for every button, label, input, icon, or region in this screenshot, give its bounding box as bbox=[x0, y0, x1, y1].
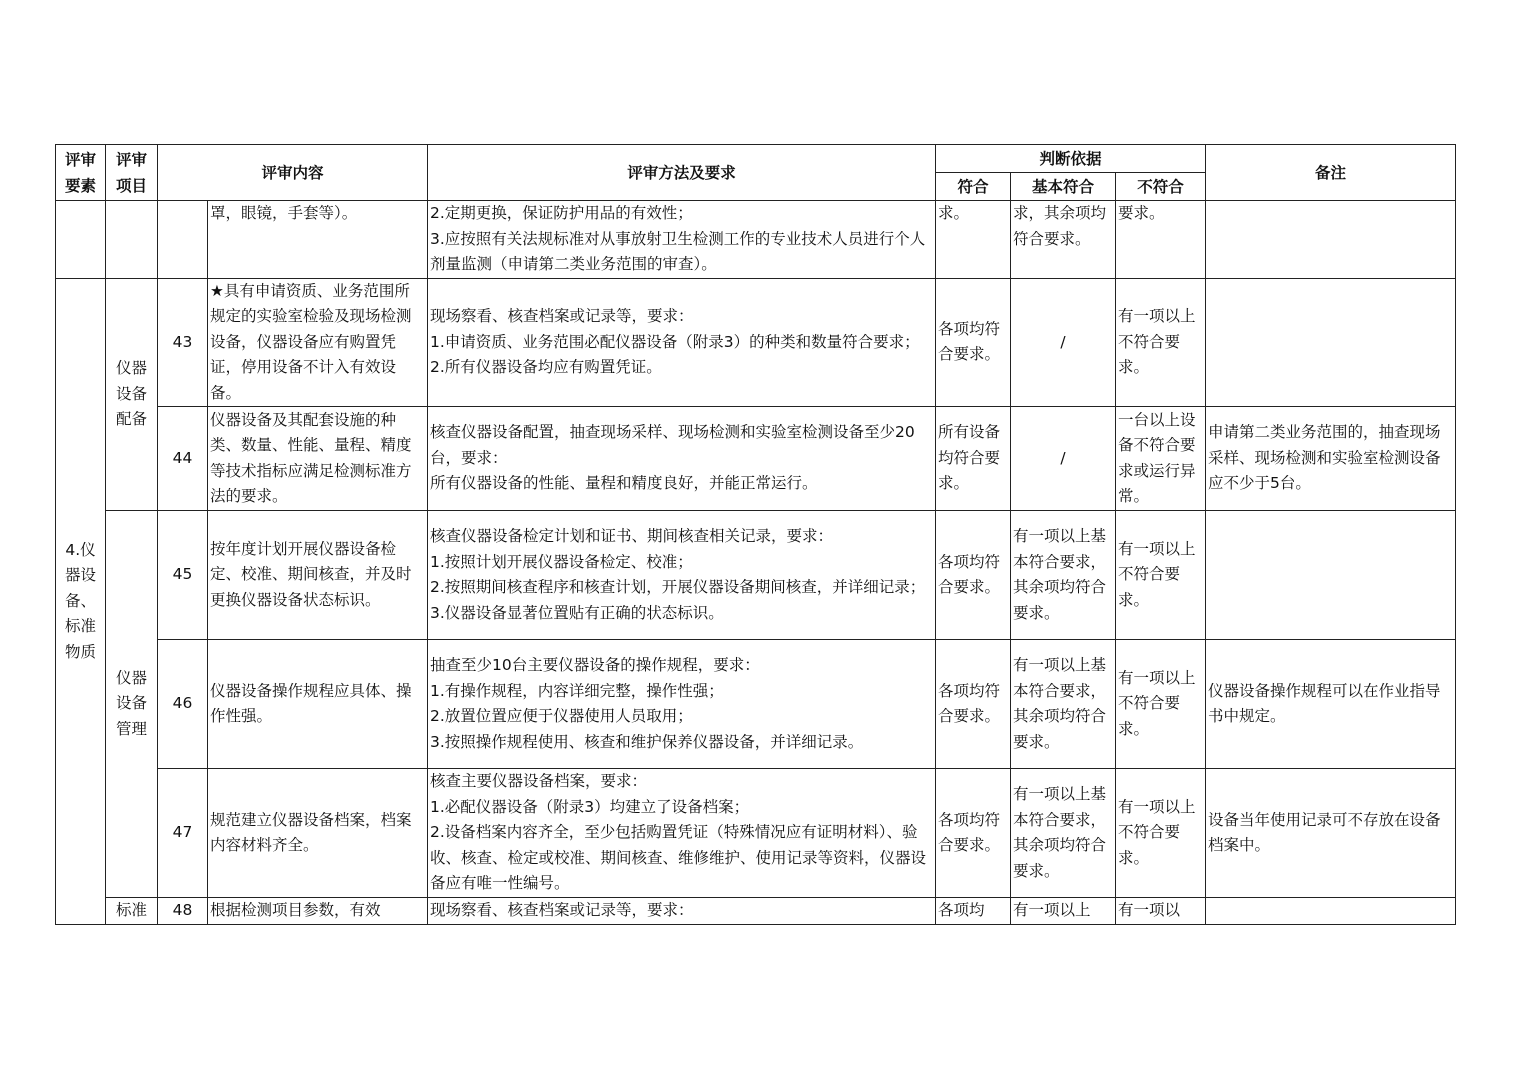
content-cell: 仪器设备及其配套设施的种类、数量、性能、量程、精度等技术指标应满足检测标准方法的要求。 bbox=[208, 407, 428, 511]
content-cell: 规范建立仪器设备档案，档案内容材料齐全。 bbox=[208, 769, 428, 898]
conform-cell: 所有设备均符合要求。 bbox=[936, 407, 1011, 511]
conform-cell: 各项均符合要求。 bbox=[936, 769, 1011, 898]
content-cell: 根据检测项目参数，有效 bbox=[208, 898, 428, 925]
remark-cell: 仪器设备操作规程可以在作业指导书中规定。 bbox=[1206, 640, 1456, 769]
method-cell: 核查主要仪器设备档案，要求： 1.必配仪器设备（附录3）均建立了设备档案； 2.设备档案内容齐全，至少包括购置凭证（特殊情况应有证明材料）、验收、核查、检定或校准、期间核查、维修维护、使用记录等资料，仪器设备应有唯一性编号。 bbox=[428, 769, 936, 898]
method-cell: 核查仪器设备检定计划和证书、期间核查相关记录，要求： 1.按照计划开展仪器设备检定、校准； 2.按照期间核查程序和核查计划，开展仪器设备期间核查，并详细记录； 3.仪器设备显著位置贴有正确的状态标识。 bbox=[428, 511, 936, 640]
method-cell: 抽查至少10台主要仪器设备的操作规程，要求： 1.有操作规程，内容详细完整，操作性强； 2.放置位置应便于仪器使用人员取用； 3.按照操作规程使用、核查和维护保养仪器设备，并详细记录。 bbox=[428, 640, 936, 769]
method-cell: 现场察看、核查档案或记录等，要求： 1.申请资质、业务范围必配仪器设备（附录3）的种类和数量符合要求； 2.所有仪器设备均应有购置凭证。 bbox=[428, 278, 936, 407]
conform-cell: 各项均符合要求。 bbox=[936, 511, 1011, 640]
header-basis: 判断依据 bbox=[936, 145, 1206, 173]
content-cell: 仪器设备操作规程应具体、操作性强。 bbox=[208, 640, 428, 769]
group-equipment-management: 仪器 设备 管理 bbox=[106, 511, 158, 898]
table-row bbox=[56, 278, 1456, 407]
basic-cell: 有一项以上基本符合要求，其余项均符合要求。 bbox=[1011, 640, 1116, 769]
basic-cell: / bbox=[1011, 407, 1116, 511]
nonconform-cell: 有一项以上不符合要求。 bbox=[1116, 278, 1206, 407]
conform-cell: 各项均 bbox=[936, 898, 1011, 925]
row-number: 46 bbox=[158, 640, 208, 769]
row-number: 47 bbox=[158, 769, 208, 898]
header-method: 评审方法及要求 bbox=[428, 145, 936, 201]
remark-cell: 设备当年使用记录可不存放在设备档案中。 bbox=[1206, 769, 1456, 898]
header-nonconform: 不符合 bbox=[1116, 173, 1206, 201]
row-number: 43 bbox=[158, 278, 208, 407]
method-cell: 现场察看、核查档案或记录等，要求： bbox=[428, 898, 936, 925]
conform-cell: 各项均符合要求。 bbox=[936, 278, 1011, 407]
row-number: 45 bbox=[158, 511, 208, 640]
nonconform-cell: 要求。 bbox=[1116, 201, 1206, 279]
nonconform-cell: 有一项以 bbox=[1116, 898, 1206, 925]
table-row bbox=[56, 898, 1456, 925]
header-basic: 基本符合 bbox=[1011, 173, 1116, 201]
basic-cell: 有一项以上基本符合要求，其余项均符合要求。 bbox=[1011, 511, 1116, 640]
content-cell: 按年度计划开展仪器设备检定、校准、期间核查，并及时更换仪器设备状态标识。 bbox=[208, 511, 428, 640]
content-cell: 罩，眼镜，手套等）。 bbox=[208, 201, 428, 279]
header-item: 评审 项目 bbox=[106, 145, 158, 201]
conform-cell: 求。 bbox=[936, 201, 1011, 279]
basic-cell: 有一项以上基本符合要求，其余项均符合要求。 bbox=[1011, 769, 1116, 898]
nonconform-cell: 有一项以上不符合要求。 bbox=[1116, 511, 1206, 640]
nonconform-cell: 有一项以上不符合要求。 bbox=[1116, 640, 1206, 769]
basic-cell: 有一项以上 bbox=[1011, 898, 1116, 925]
remark-cell bbox=[1206, 898, 1456, 925]
table-row bbox=[56, 407, 1456, 511]
row-number: 44 bbox=[158, 407, 208, 511]
header-element: 评审 要素 bbox=[56, 145, 106, 201]
group-equipment-config: 仪器 设备 配备 bbox=[106, 278, 158, 511]
row-number: 48 bbox=[158, 898, 208, 925]
element-cell: 4.仪器设备、标准物质 bbox=[56, 278, 106, 925]
basic-cell: / bbox=[1011, 278, 1116, 407]
table-row bbox=[56, 511, 1456, 640]
header-content: 评审内容 bbox=[158, 145, 428, 201]
table-row bbox=[56, 201, 1456, 279]
table-row bbox=[56, 640, 1456, 769]
review-table bbox=[55, 144, 1456, 925]
method-cell: 核查仪器设备配置，抽查现场采样、现场检测和实验室检测设备至少20台，要求： 所有仪器设备的性能、量程和精度良好，并能正常运行。 bbox=[428, 407, 936, 511]
nonconform-cell: 一台以上设备不符合要求或运行异常。 bbox=[1116, 407, 1206, 511]
remark-cell: 申请第二类业务范围的，抽查现场采样、现场检测和实验室检测设备应不少于5台。 bbox=[1206, 407, 1456, 511]
table-row bbox=[56, 769, 1456, 898]
remark-cell bbox=[1206, 511, 1456, 640]
method-cell: 2.定期更换，保证防护用品的有效性； 3.应按照有关法规标准对从事放射卫生检测工作的专业技术人员进行个人剂量监测（申请第二类业务范围的审查）。 bbox=[428, 201, 936, 279]
basic-cell: 求，其余项均符合要求。 bbox=[1011, 201, 1116, 279]
header-remark: 备注 bbox=[1206, 145, 1456, 201]
header-conform: 符合 bbox=[936, 173, 1011, 201]
group-standard: 标准 bbox=[106, 898, 158, 925]
remark-cell bbox=[1206, 278, 1456, 407]
conform-cell: 各项均符合要求。 bbox=[936, 640, 1011, 769]
nonconform-cell: 有一项以上不符合要求。 bbox=[1116, 769, 1206, 898]
content-cell: ★具有申请资质、业务范围所规定的实验室检验及现场检测设备，仪器设备应有购置凭证，停用设备不计入有效设备。 bbox=[208, 278, 428, 407]
